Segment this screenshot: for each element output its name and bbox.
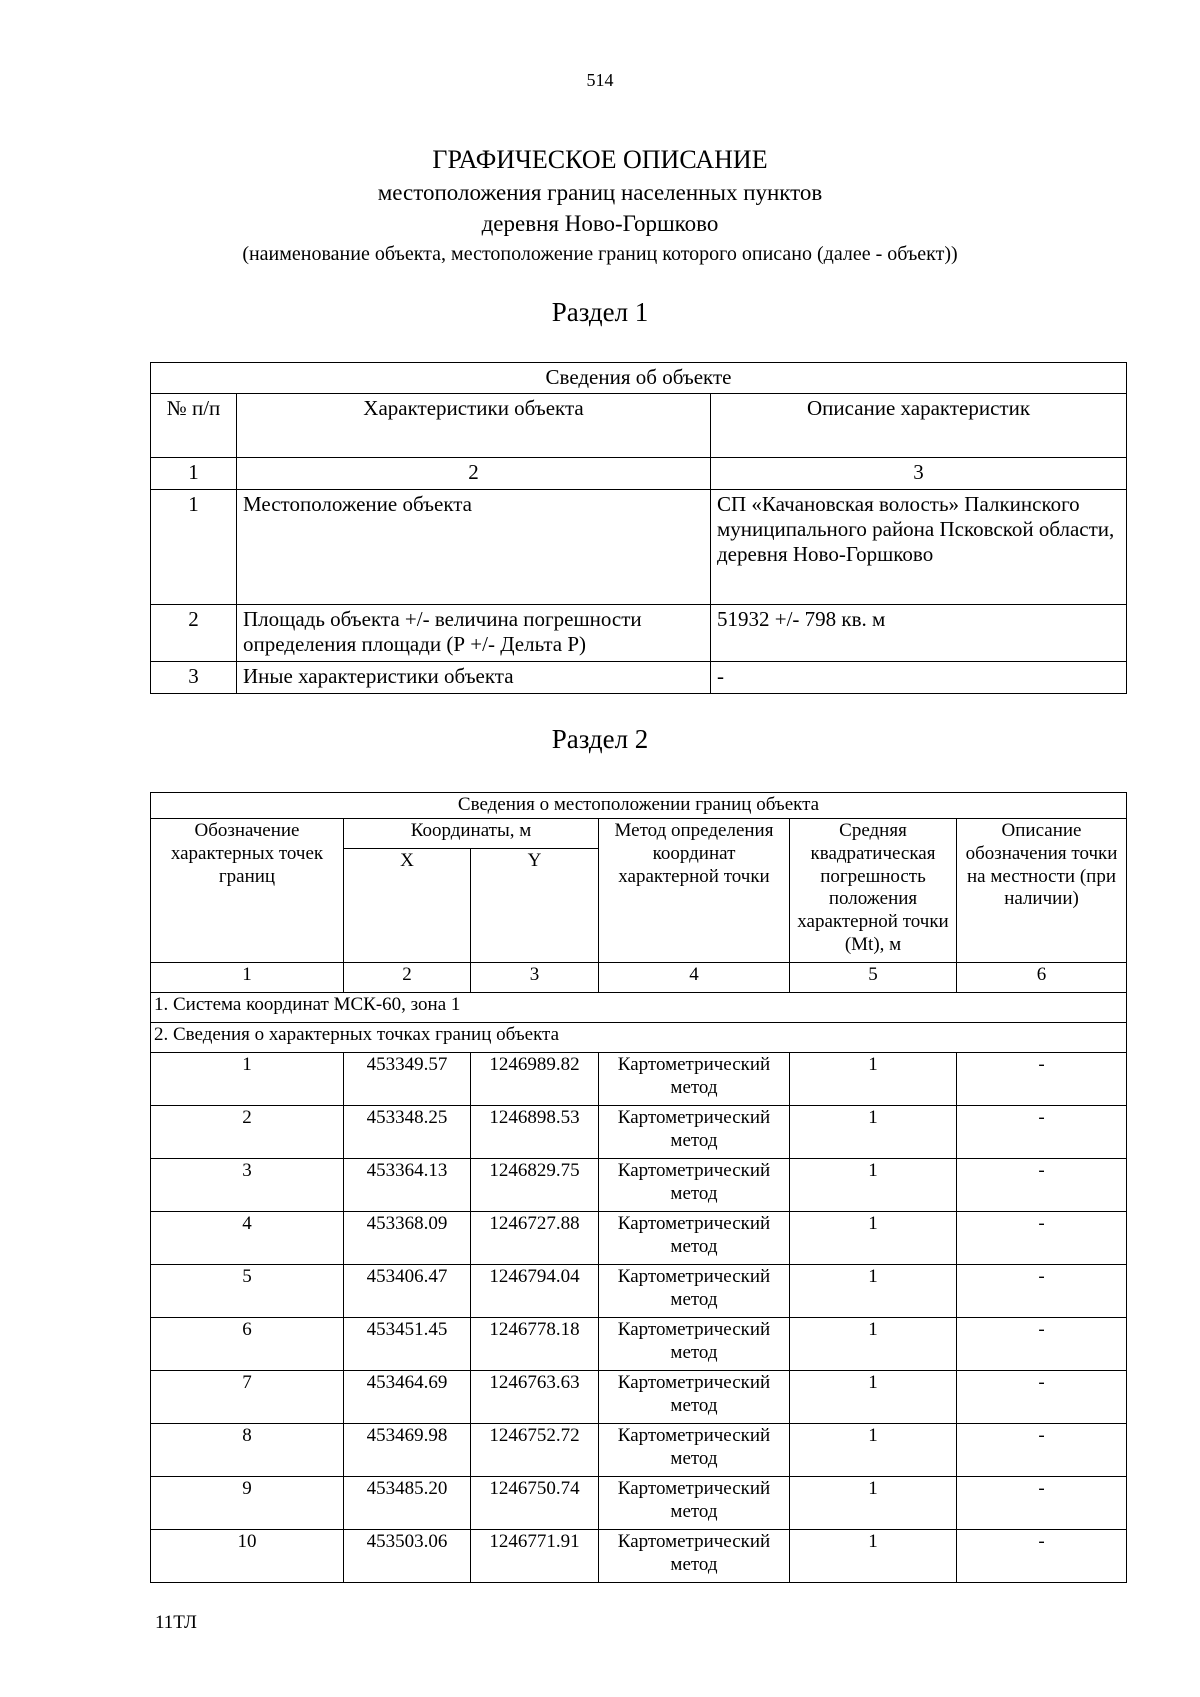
point-method: Картометрический метод [599,1318,790,1371]
point-desc: - [957,1053,1127,1106]
row-num: 1 [151,490,237,605]
col-header-num: № п/п [151,394,237,458]
section2-heading: Раздел 2 [551,724,649,754]
point-desc: - [957,1371,1127,1424]
point-mt: 1 [790,1053,957,1106]
point-mt: 1 [790,1530,957,1583]
point-x: 453464.69 [344,1371,471,1424]
row-characteristic: Иные характеристики объекта [237,662,711,694]
point-id: 3 [151,1159,344,1212]
row-description: 51932 +/- 798 кв. м [711,605,1127,662]
point-desc: - [957,1318,1127,1371]
point-method: Картометрический метод [599,1424,790,1477]
point-method: Картометрический метод [599,1265,790,1318]
table-row [151,662,1127,694]
point-mt: 1 [790,1212,957,1265]
point-x: 453349.57 [344,1053,471,1106]
header-desc: Описание обозначения точки на местности (при наличии) [957,819,1127,963]
table-row [151,1265,1127,1318]
page-number: 514 [586,70,614,90]
point-mt: 1 [790,1371,957,1424]
point-y: 1246752.72 [471,1424,599,1477]
row-description: - [711,662,1127,694]
point-id: 9 [151,1477,344,1530]
point-y: 1246989.82 [471,1053,599,1106]
point-method: Картометрический метод [599,1477,790,1530]
point-x: 453469.98 [344,1424,471,1477]
point-y: 1246898.53 [471,1106,599,1159]
boundary-points-table [150,792,1127,1583]
point-method: Картометрический метод [599,1053,790,1106]
table-row [151,1530,1127,1583]
header-error: Средняя квадратическая погрешность положения характерной точки (Mt), м [790,819,957,963]
footer-code: 11ТЛ [155,1612,197,1633]
row-num: 2 [151,605,237,662]
table-row [151,1371,1127,1424]
header-coords: Координаты, м [344,819,599,849]
col-header-description: Описание характеристик [711,394,1127,458]
header-method: Метод определения координат характерной точки [599,819,790,963]
col-number: 6 [957,963,1127,993]
point-y: 1246727.88 [471,1212,599,1265]
point-id: 5 [151,1265,344,1318]
point-desc: - [957,1159,1127,1212]
header-y: Y [471,849,599,963]
col-number: 1 [151,963,344,993]
col-number: 5 [790,963,957,993]
point-desc: - [957,1265,1127,1318]
object-name: деревня Ново-Горшково [481,211,719,236]
table-row [151,1106,1127,1159]
col-number: 2 [237,458,711,490]
point-mt: 1 [790,1106,957,1159]
table-row [151,1424,1127,1477]
point-mt: 1 [790,1265,957,1318]
col-number: 3 [471,963,599,993]
table-row [151,605,1127,662]
point-id: 8 [151,1424,344,1477]
point-mt: 1 [790,1318,957,1371]
row-characteristic: Местоположение объекта [237,490,711,605]
coordinate-system-row: 1. Система координат МСК-60, зона 1 [151,993,1127,1023]
point-id: 4 [151,1212,344,1265]
points-section-row: 2. Сведения о характерных точках границ объекта [151,1023,1127,1053]
document-title: ГРАФИЧЕСКОЕ ОПИСАНИЕ [432,145,768,174]
col-number: 4 [599,963,790,993]
point-mt: 1 [790,1477,957,1530]
point-desc: - [957,1424,1127,1477]
point-id: 6 [151,1318,344,1371]
table-row [151,1318,1127,1371]
table-title: Сведения о местоположении границ объекта [151,793,1127,819]
point-desc: - [957,1212,1127,1265]
object-caption: (наименование объекта, местоположение границ которого описано (далее - объект)) [242,243,958,265]
row-num: 3 [151,662,237,694]
point-id: 2 [151,1106,344,1159]
point-desc: - [957,1530,1127,1583]
section1-heading: Раздел 1 [551,297,649,327]
point-y: 1246829.75 [471,1159,599,1212]
point-id: 10 [151,1530,344,1583]
point-method: Картометрический метод [599,1371,790,1424]
point-x: 453364.13 [344,1159,471,1212]
point-y: 1246794.04 [471,1265,599,1318]
point-id: 7 [151,1371,344,1424]
point-desc: - [957,1477,1127,1530]
table-row [151,1212,1127,1265]
point-y: 1246750.74 [471,1477,599,1530]
point-y: 1246763.63 [471,1371,599,1424]
table-row [151,490,1127,605]
point-x: 453406.47 [344,1265,471,1318]
point-method: Картометрический метод [599,1106,790,1159]
col-number: 3 [711,458,1127,490]
table-title: Сведения об объекте [151,363,1127,394]
header-point: Обозначение характерных точек границ [151,819,344,963]
row-description: СП «Качановская волость» Палкинского муниципального района Псковской области, деревня Ново-Горшково [711,490,1127,605]
object-info-table [150,362,1127,694]
point-x: 453485.20 [344,1477,471,1530]
point-x: 453348.25 [344,1106,471,1159]
point-x: 453503.06 [344,1530,471,1583]
point-y: 1246778.18 [471,1318,599,1371]
point-method: Картометрический метод [599,1530,790,1583]
point-method: Картометрический метод [599,1212,790,1265]
table-row [151,1159,1127,1212]
table-row [151,1477,1127,1530]
table-row [151,1053,1127,1106]
point-y: 1246771.91 [471,1530,599,1583]
document-subtitle: местоположения границ населенных пунктов [377,180,823,205]
point-x: 453451.45 [344,1318,471,1371]
point-mt: 1 [790,1424,957,1477]
header-x: X [344,849,471,963]
point-desc: - [957,1106,1127,1159]
col-number: 2 [344,963,471,993]
col-number: 1 [151,458,237,490]
row-characteristic: Площадь объекта +/- величина погрешности определения площади (Р +/- Дельта Р) [237,605,711,662]
col-header-characteristic: Характеристики объекта [237,394,711,458]
point-x: 453368.09 [344,1212,471,1265]
point-mt: 1 [790,1159,957,1212]
point-id: 1 [151,1053,344,1106]
point-method: Картометрический метод [599,1159,790,1212]
